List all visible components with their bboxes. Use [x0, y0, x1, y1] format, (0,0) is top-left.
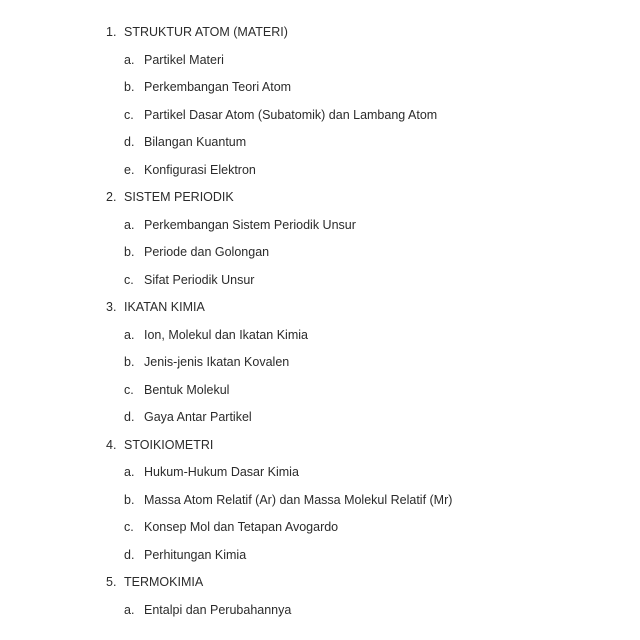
list-item: [124, 463, 299, 481]
list-item: [124, 216, 356, 234]
section-number: 5.: [106, 575, 117, 589]
section-number: 2.: [106, 190, 117, 204]
section-title: STRUKTUR ATOM (MATERI): [124, 25, 288, 39]
item-text: Jenis-jenis Ikatan Kovalen: [144, 355, 290, 369]
item-marker: d.: [124, 135, 135, 149]
section-number: 1.: [106, 25, 117, 39]
item-marker: b.: [124, 493, 135, 507]
section-heading: [106, 298, 205, 316]
item-marker: c.: [124, 273, 134, 287]
list-item: [124, 491, 452, 509]
item-text: Perhitungan Kimia: [144, 548, 247, 562]
list-item: [124, 518, 338, 536]
item-text: Gaya Antar Partikel: [144, 410, 252, 424]
item-text: Sifat Periodik Unsur: [144, 273, 255, 287]
list-item: [124, 326, 308, 344]
list-item: [124, 51, 224, 69]
section-heading: [106, 573, 203, 591]
item-text: Perkembangan Sistem Periodik Unsur: [144, 218, 356, 232]
item-marker: b.: [124, 355, 135, 369]
item-text: Massa Atom Relatif (Ar) dan Massa Molekul Relatif (Mr): [144, 493, 453, 507]
list-item: [124, 161, 256, 179]
item-marker: a.: [124, 465, 135, 479]
list-item: [124, 78, 291, 96]
item-marker: a.: [124, 603, 135, 617]
item-text: Partikel Dasar Atom (Subatomik) dan Lambang Atom: [144, 108, 438, 122]
list-item: [124, 546, 246, 564]
section-heading: [106, 436, 213, 454]
item-text: Hukum-Hukum Dasar Kimia: [144, 465, 299, 479]
list-item: [124, 243, 269, 261]
item-marker: e.: [124, 163, 135, 177]
section-number: 4.: [106, 438, 117, 452]
item-text: Konsep Mol dan Tetapan Avogardo: [144, 520, 339, 534]
list-item: [124, 381, 229, 399]
item-marker: c.: [124, 520, 134, 534]
item-text: Bilangan Kuantum: [144, 135, 247, 149]
section-title: TERMOKIMIA: [124, 575, 204, 589]
item-text: Ion, Molekul dan Ikatan Kimia: [144, 328, 308, 342]
item-text: Perkembangan Teori Atom: [144, 80, 292, 94]
item-marker: d.: [124, 410, 135, 424]
section-title: STOIKIOMETRI: [124, 438, 214, 452]
list-item: [124, 271, 254, 289]
list-item: [124, 106, 437, 124]
section-title: IKATAN KIMIA: [124, 300, 205, 314]
list-item: [124, 408, 252, 426]
item-marker: b.: [124, 245, 135, 259]
item-marker: a.: [124, 328, 135, 342]
item-text: Konfigurasi Elektron: [144, 163, 256, 177]
section-heading: [106, 188, 234, 206]
item-text: Entalpi dan Perubahannya: [144, 603, 292, 617]
list-item: [124, 601, 291, 619]
item-text: Partikel Materi: [144, 53, 224, 67]
list-item: [124, 353, 289, 371]
item-marker: a.: [124, 53, 135, 67]
item-text: Periode dan Golongan: [144, 245, 270, 259]
item-marker: b.: [124, 80, 135, 94]
item-marker: a.: [124, 218, 135, 232]
item-marker: c.: [124, 383, 134, 397]
item-marker: c.: [124, 108, 134, 122]
section-title: SISTEM PERIODIK: [124, 190, 234, 204]
item-marker: d.: [124, 548, 135, 562]
section-heading: [106, 23, 288, 41]
list-item: [124, 133, 246, 151]
section-number: 3.: [106, 300, 117, 314]
item-text: Bentuk Molekul: [144, 383, 230, 397]
